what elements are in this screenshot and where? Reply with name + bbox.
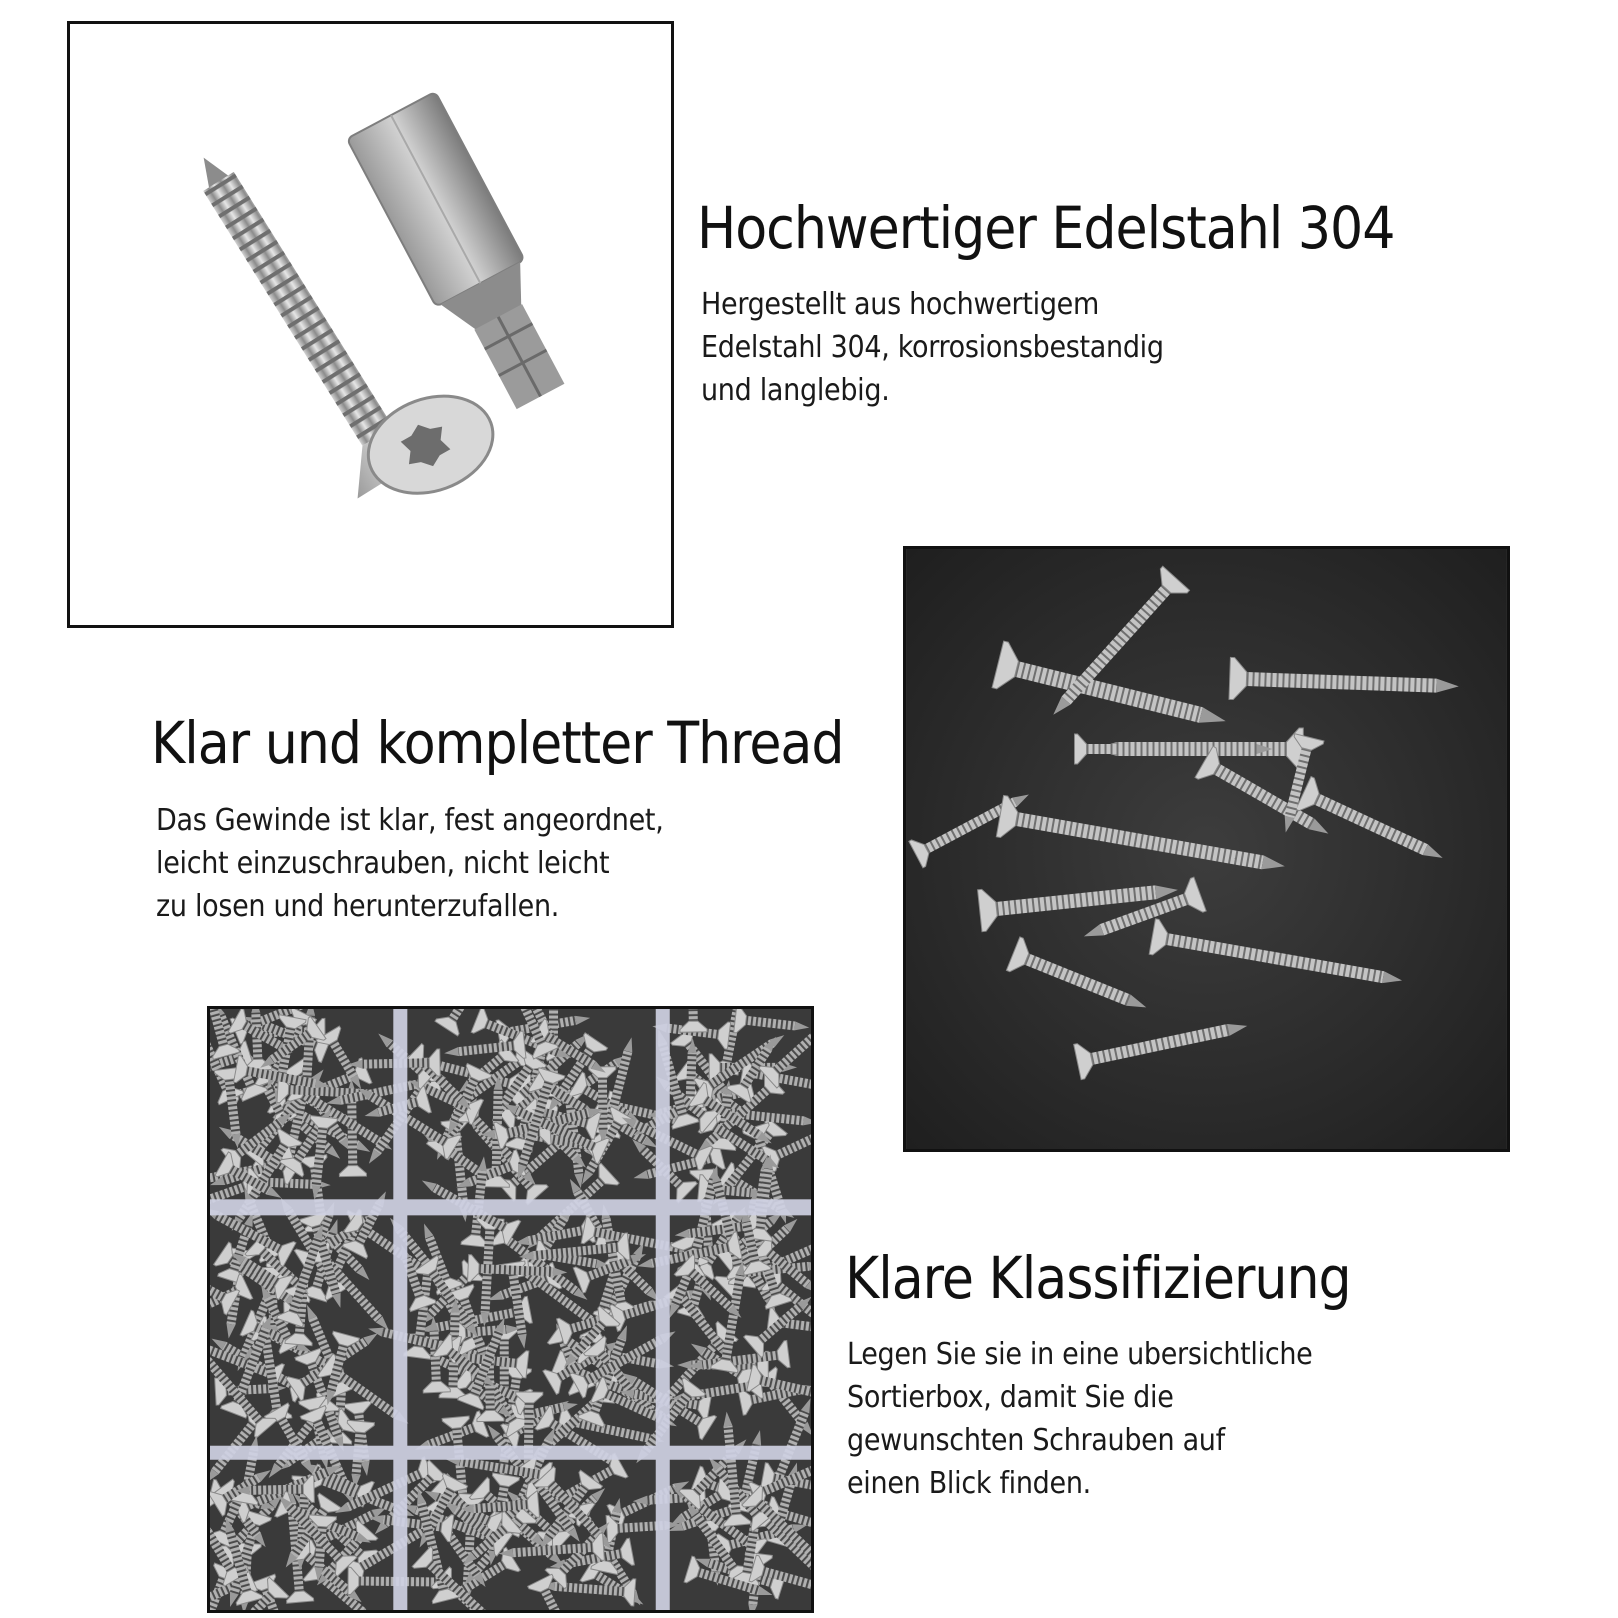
description-line: und langlebig. — [701, 373, 890, 408]
sorting-box-photo — [207, 1006, 814, 1613]
scattered-screws-photo — [903, 546, 1510, 1152]
section-3-heading: Klare Klassifizierung — [845, 1244, 1351, 1312]
description-line: Legen Sie sie in eine ubersichtliche — [847, 1337, 1313, 1372]
description-line: Hergestellt aus hochwertigem — [701, 287, 1099, 322]
description-line: gewunschten Schrauben auf — [847, 1423, 1225, 1458]
screw-and-bit-illustration — [70, 24, 671, 625]
section-1-heading: Hochwertiger Edelstahl 304 — [697, 194, 1395, 262]
description-line: Edelstahl 304, korrosionsbestandig — [701, 330, 1164, 365]
screw-and-bit-photo — [67, 21, 674, 628]
section-3-description — [847, 1333, 1312, 1505]
description-line: leicht einzuschrauben, nicht leicht — [156, 846, 610, 881]
section-1-description — [701, 283, 1164, 412]
section-2-description — [156, 799, 663, 928]
description-line: einen Blick finden. — [847, 1466, 1091, 1501]
description-line: Sortierbox, damit Sie die — [847, 1380, 1174, 1415]
description-line: Das Gewinde ist klar, fest angeordnet, — [156, 803, 664, 838]
description-line: zu losen und herunterzufallen. — [156, 889, 560, 924]
sorting-box-illustration — [210, 1009, 811, 1610]
torx-bit-icon — [347, 92, 585, 420]
scattered-screws-illustration — [906, 549, 1507, 1149]
section-2-heading: Klar und kompletter Thread — [151, 709, 844, 777]
